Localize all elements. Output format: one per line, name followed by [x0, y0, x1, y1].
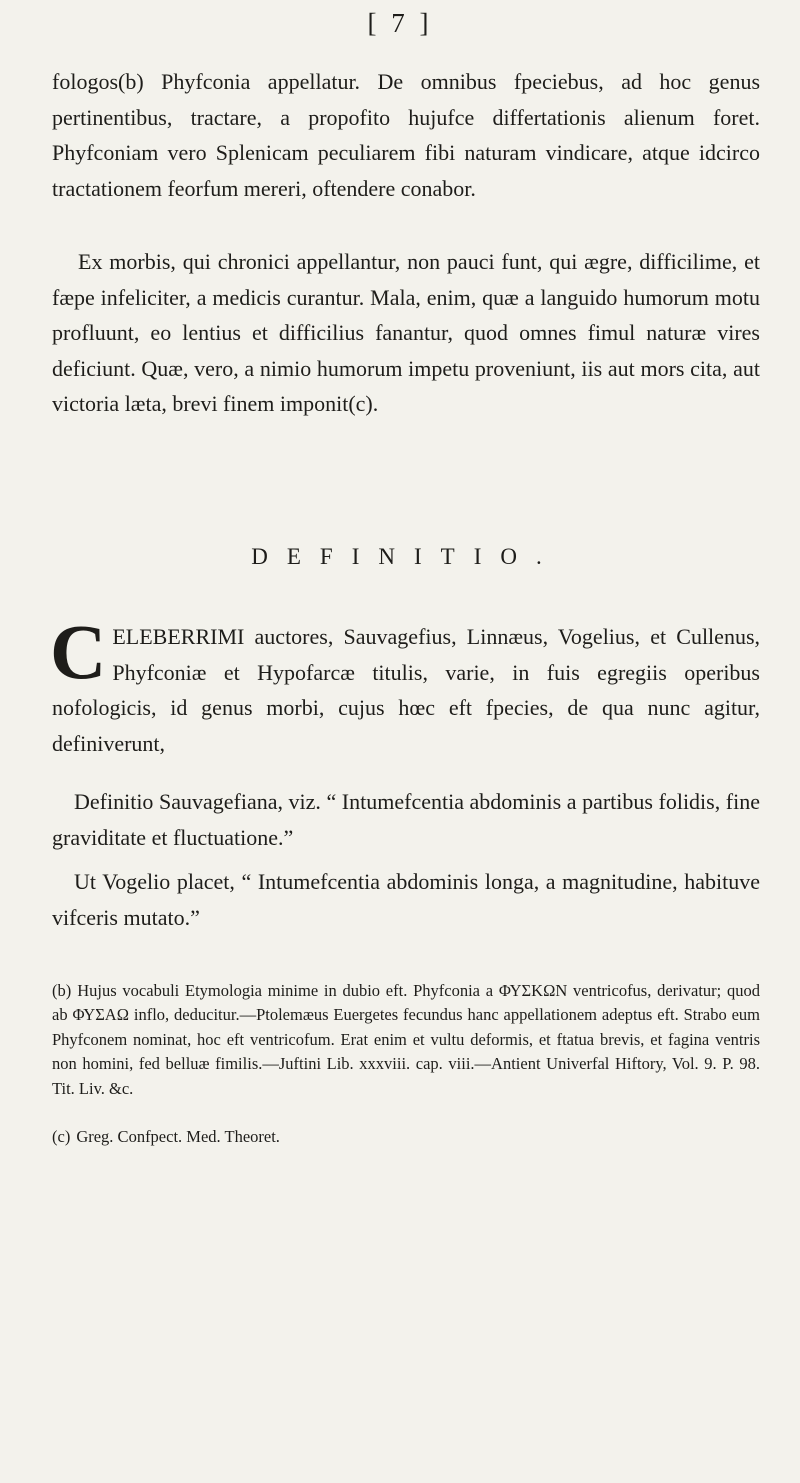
paragraph-4: Definitio Sauvagefiana, viz. “ Intumefcentia abdominis a partibus folidis, fine graviditate et fluctuatione.”: [52, 789, 760, 850]
paragraph-3: [50, 608, 760, 761]
footnote-c: [52, 1125, 760, 1150]
drop-cap: C: [50, 608, 107, 695]
footnote-c-text: Greg. Confpect. Med. Theoret.: [76, 1126, 280, 1146]
footnote-b: [52, 979, 760, 1102]
page-number: [ 7 ]: [367, 8, 433, 38]
paragraph-3-text: ELEBERRIMI auctores, Sauvagefius, Linnæus, Vogelius, et Cullenus, Phyfconiæ et Hypofarcæ titulis, varie, in fuis egregiis operibus nofologicis, id genus morbi, cujus hœc eft fpecies, de qua nunc agitur, definiverunt,: [52, 624, 760, 756]
footnote-b-text: Hujus vocabuli Etymologia minime in dubio eft. Phyfconia a ΦΥΣΚΩΝ ventricofus, derivatur; quod ab ΦΥΣΑΩ inflo, deducitur.—Ptolemæus Euergetes fecundus hanc appellationem adeptus eft. Strabo eum Phyfconem nominat, hoc eft ventricofum. Erat enim et vultu deformis, et ftatua brevis, et fagina ventris non homini, fed belluæ fimilis.—Juftini Lib. xxxviii. cap. viii.—Antient Univerfal Hiftory, Vol. 9. P. 98. Tit. Liv. &c.: [52, 980, 760, 1098]
footnote-c-label: (c): [52, 1126, 71, 1146]
section-heading: DEFINITIO.: [251, 544, 561, 569]
paragraph-1: fologos(b) Phyfconia appellatur. De omnibus fpeciebus, ad hoc genus pertinentibus, tractare, a propofito hujufce differtationis alienum foret. Phyfconiam vero Splenicam peculiarem fibi naturam vindicare, atque idcirco tractationem feorfum mereri, oftendere conabor.: [52, 69, 760, 201]
paragraph-2: Ex morbis, qui chronici appellantur, non pauci funt, qui ægre, difficilime, et fæpe infeliciter, a medicis curantur. Mala, enim, quæ a languido humorum motu profluunt, eo lentius et difficilius fanantur, quod omnes fimul naturæ vires deficiunt. Quæ, vero, a nimio humorum impetu proveniunt, iis aut mors cita, aut victoria læta, brevi finem imponit(c).: [52, 249, 760, 416]
paragraph-5: Ut Vogelio placet, “ Intumefcentia abdominis longa, a magnitudine, habituve vifceris mutato.”: [52, 869, 760, 930]
footnote-b-label: (b): [52, 980, 72, 1000]
